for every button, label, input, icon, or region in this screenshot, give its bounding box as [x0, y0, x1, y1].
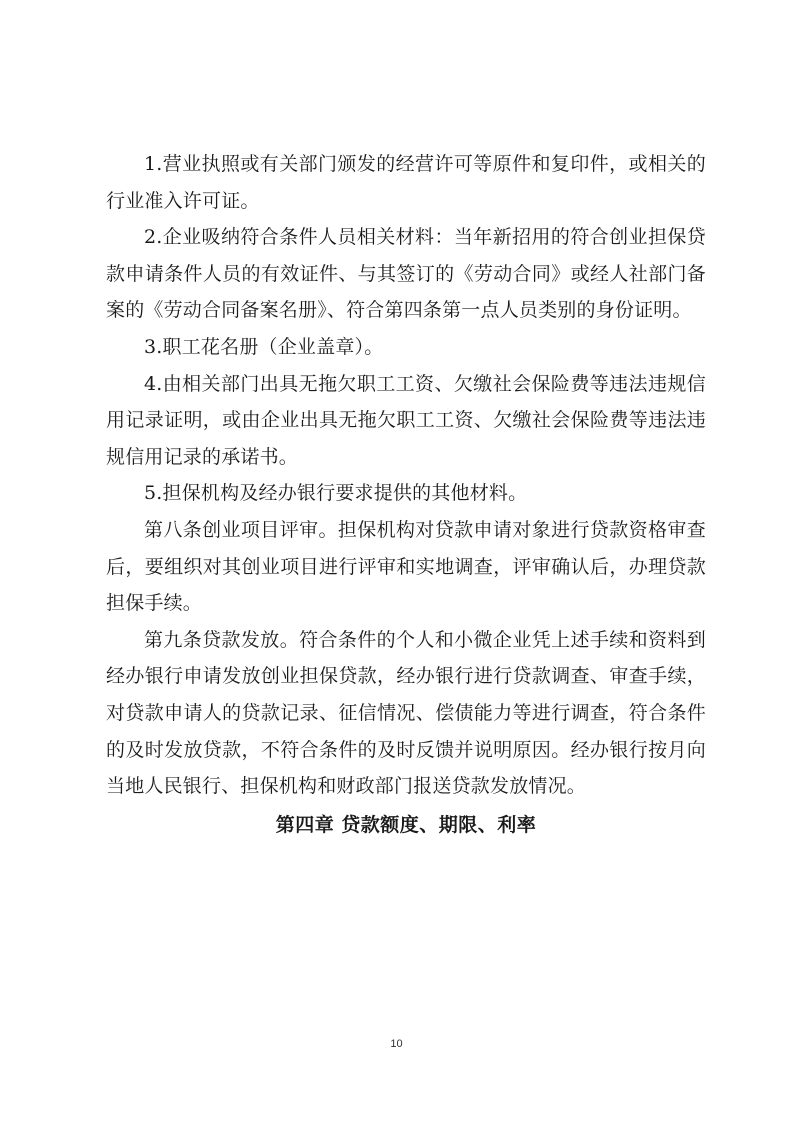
paragraph-article-8: 第八条创业项目评审。担保机构对贷款申请对象进行贷款资格审查后，要组织对其创业项目进行评审和实地调查，评审确认后，办理贷款担保手续。 [106, 518, 706, 615]
paragraph-article-9: 第九条贷款发放。符合条件的个人和小微企业凭上述手续和资料到经办银行申请发放创业担保贷款，经办银行进行贷款调查、审查手续，对贷款申请人的贷款记录、征信情况、偿债能力等进行调查，符合条件的及时发放贷款，不符合条件的及时反馈并说明原因。经办银行按月向当地人民银行、担保机构和财政部门报送贷款发放情况。 [106, 628, 706, 798]
document-body [106, 146, 706, 845]
page-number: 10 [390, 1038, 403, 1050]
paragraph-credit-record: 4.由相关部门出具无拖欠职工工资、欠缴社会保险费等违法违规信用记录证明，或由企业出具无拖欠职工工资、欠缴社会保险费等违法违规信用记录的承诺书。 [106, 372, 706, 468]
paragraph-business-license: 1.营业执照或有关部门颁发的经营许可等原件和复印件，或相关的行业准入许可证。 [106, 153, 706, 212]
paragraph-employment-materials: 2.企业吸纳符合条件人员相关材料：当年新招用的符合创业担保贷款申请条件人员的有效证件、与其签订的《劳动合同》或经人社部门备案的《劳动合同备案名册》、符合第四条第一点人员类别的身份证明。 [106, 226, 706, 322]
paragraph-staff-roster: 3.职工花名册（企业盖章）。 [144, 335, 384, 358]
paragraph-other-materials: 5.担保机构及经办银行要求提供的其他材料。 [144, 482, 528, 505]
chapter-heading: 第四章 贷款额度、期限、利率 [275, 813, 537, 836]
